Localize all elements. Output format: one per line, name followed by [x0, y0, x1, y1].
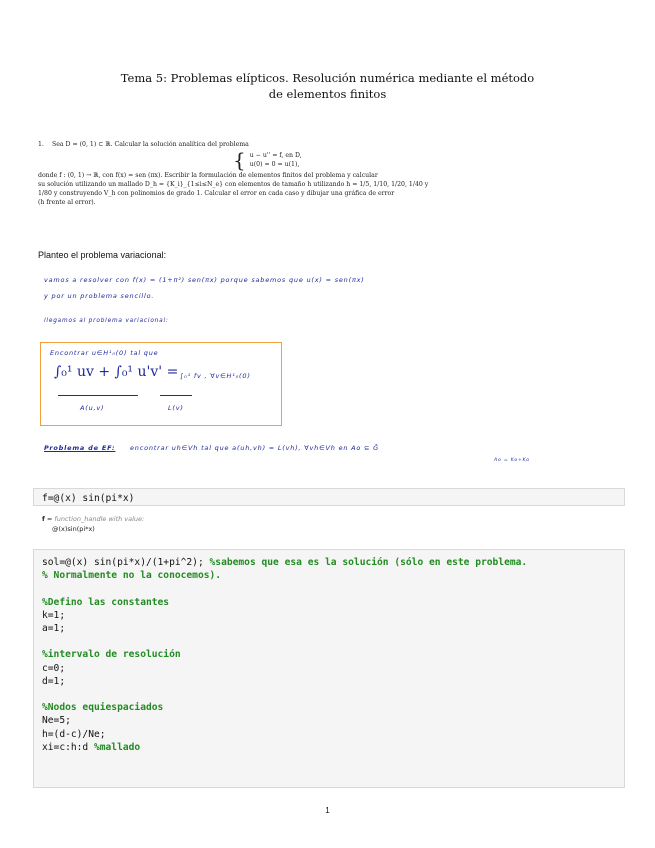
box-label-l: L(v) [168, 404, 184, 412]
code-line [42, 556, 616, 569]
code-line [42, 582, 616, 595]
code-line [42, 741, 616, 754]
problem-number: 1. [38, 141, 44, 148]
equation-line-1: u − u'' = f, en D, [249, 152, 302, 159]
page-number: 1 [325, 806, 330, 815]
code-cell-2[interactable] [33, 549, 625, 788]
title-line-1: Tema 5: Problemas elípticos. Resolución numérica mediante el método [120, 71, 535, 85]
code-comment: %mallado [93, 741, 141, 753]
output-eq: = [44, 515, 55, 523]
equation-line-2: u(0) = 0 = u(1), [249, 161, 300, 168]
code-text: k=1; [42, 609, 66, 621]
code-line [42, 622, 616, 635]
code-line [42, 701, 616, 714]
code-comment: %Nodos equiespaciados [42, 702, 164, 714]
code-lines [42, 556, 616, 754]
code-text: xi=c:h:d [42, 741, 94, 753]
cell-output [42, 515, 144, 533]
code-comment: %intervalo de resolución [42, 649, 181, 661]
problem-para-2: su solución utilizando un mallado D_h = {K_i}_{1≤i≤N_e} con elementos de tamaño h utilizando h = 1/5, 1/10, 1/20, 1/40 y [38, 181, 429, 188]
code-line [42, 635, 616, 648]
integral-uv: ∫₀¹ uv + ∫₀¹ u'v' = [54, 364, 179, 380]
code-line [42, 648, 616, 661]
code-comment: %Defino las constantes [42, 596, 170, 608]
ef-note: Ao = Ko+Ko [494, 458, 530, 463]
code-comment: %sabemos que esa es la solución (sólo en este problema. [209, 557, 528, 568]
code-line [42, 609, 616, 622]
code-line [42, 662, 616, 675]
underbrace-a [58, 395, 138, 396]
problem-para-1: donde f : (0, 1) → ℝ, con f(x) = sen (πx). Escribir la formulación de elementos finitos del problema y calcular [38, 172, 378, 179]
code-cell-1[interactable] [33, 488, 625, 506]
code-text: d=1; [42, 675, 66, 687]
output-var: f [42, 515, 45, 523]
code-line: f=@(x) sin(pi*x) [42, 493, 135, 504]
code-text: c=0; [42, 662, 66, 674]
brace-glyph: { [233, 148, 246, 172]
code-line [42, 569, 616, 582]
code-text: a=1; [42, 623, 66, 635]
code-line [42, 714, 616, 727]
code-text: Ne=5; [42, 715, 71, 727]
box-label-a: A(u,v) [80, 404, 105, 412]
code-line [42, 688, 616, 701]
code-line [42, 675, 616, 688]
code-line [42, 728, 616, 741]
underbrace-l [160, 395, 192, 396]
output-desc: function_handle with value: [54, 515, 145, 523]
ef-text: encontrar uh∈Vh tal que a(uh,vh) = L(vh), ∀vh∈Vh en Ao ⊆ Ĝ [130, 444, 380, 452]
handwritten-line-3: llegamos al problema variacional: [44, 318, 169, 324]
handwritten-line-2: y por un problema sencillo. [44, 292, 155, 300]
output-value: @(x)sin(pi*x) [52, 525, 95, 533]
problem-equation [233, 148, 618, 172]
code-text: h=(d-c)/Ne; [42, 728, 106, 740]
ef-label: Problema de EF: [44, 444, 116, 452]
box-equation-rhs: ∫₀¹ fv , ∀v∈H¹₀(0) [180, 372, 251, 380]
code-comment: % Normalmente no la conocemos). [42, 570, 222, 582]
section-heading: Planteo el problema variacional: [38, 250, 167, 260]
box-line-1: Encontrar u∈H¹₀(0) tal que [50, 349, 159, 357]
code-text: sol=@(x) sin(pi*x)/(1+pi^2); [42, 557, 210, 568]
problem-statement [38, 140, 618, 207]
title-line-2: de elementos finitos [268, 87, 387, 101]
handwritten-line-1: vamos a resolver con f(x) = (1+π²) sen(πx) porque sabemos que u(x) = sen(πx) [44, 276, 365, 284]
problem-para-3: 1/80 y construyendo V_h con polinomios de grado 1. Calcular el error en cada caso y dibujar una gráfica de error [38, 190, 395, 197]
code-line [42, 596, 616, 609]
problem-intro: Sea D = (0, 1) ⊂ ℝ. Calcular la solución analítica del problema [52, 141, 249, 148]
problem-para-4: (h frente al error). [38, 199, 96, 206]
